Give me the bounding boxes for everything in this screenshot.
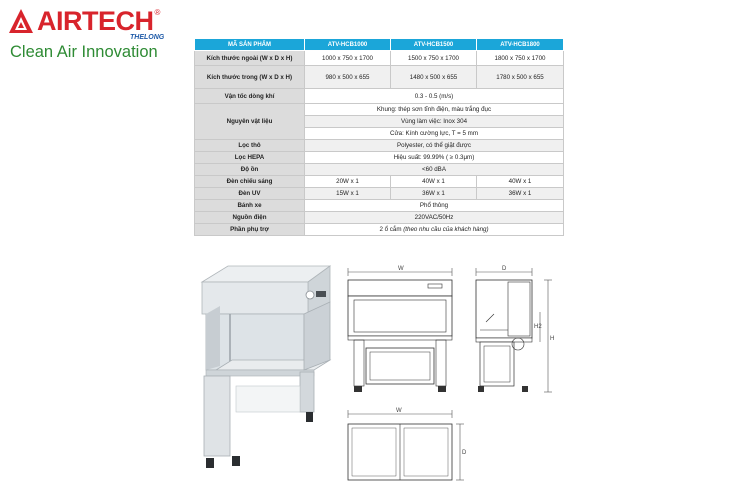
table-cell: Vùng làm việc: Inox 304 (305, 116, 564, 128)
table-row (195, 140, 564, 152)
row-label: Bánh xe (195, 200, 305, 212)
row-label: Lọc HEPA (195, 152, 305, 164)
row-label: Phần phụ trợ (195, 224, 305, 236)
row-label: Đèn chiếu sáng (195, 176, 305, 188)
side-h2-label: H2 (534, 324, 542, 330)
brand-logo (8, 8, 178, 64)
table-cell: 1800 x 750 x 1700 (477, 51, 564, 66)
table-cell: 0.3 - 0.5 (m/s) (305, 89, 564, 104)
table-row (195, 164, 564, 176)
side-view-drawing (468, 262, 558, 402)
table-cell: 220VAC/50Hz (305, 212, 564, 224)
spec-table (194, 38, 564, 236)
accessories-note: (theo nhu cầu của khách hàng) (403, 226, 489, 233)
table-cell: Phổ thông (305, 200, 564, 212)
table-row (195, 200, 564, 212)
table-row (195, 188, 564, 200)
table-cell: Khung: thép sơn tĩnh điện, màu trắng đục (305, 104, 564, 116)
table-cell: 15W x 1 (305, 188, 391, 200)
header-model: MÃ SẢN PHẨM (195, 39, 305, 51)
table-row (195, 89, 564, 104)
table-cell: Hiệu suất: 99.99% ( ≥ 0.3μm) (305, 152, 564, 164)
side-h-label: H (550, 336, 555, 342)
table-cell: <60 dBA (305, 164, 564, 176)
table-row (195, 212, 564, 224)
table-cell: 980 x 500 x 655 (305, 66, 391, 89)
top-width-label: W (396, 408, 402, 414)
row-label: Kích thước trong (W x D x H) (195, 66, 305, 89)
table-row (195, 176, 564, 188)
table-cell: 1780 x 500 x 655 (477, 66, 564, 89)
header-hcb1000: ATV-HCB1000 (305, 39, 391, 51)
front-width-label: W (398, 266, 404, 272)
table-cell: 40W x 1 (477, 176, 564, 188)
table-cell: 36W x 1 (477, 188, 564, 200)
table-row (195, 51, 564, 66)
brand-tagline: Clean Air Innovation (10, 43, 158, 61)
table-cell: 1500 x 750 x 1700 (391, 51, 477, 66)
brand-name: AIRTECH (37, 6, 154, 36)
table-cell: 20W x 1 (305, 176, 391, 188)
table-row (195, 104, 564, 116)
table-cell: 1480 x 500 x 655 (391, 66, 477, 89)
cabinet-photo (196, 262, 336, 472)
row-label: Vận tốc dòng khí (195, 89, 305, 104)
row-label: Nguồn điện (195, 212, 305, 224)
row-label: Độ ồn (195, 164, 305, 176)
table-row (195, 66, 564, 89)
table-cell: Polyester, có thể giặt được (305, 140, 564, 152)
airtech-logo-icon (8, 8, 34, 34)
sub-brand: THELONG (130, 34, 165, 41)
header-hcb1500: ATV-HCB1500 (391, 39, 477, 51)
table-cell: 1000 x 750 x 1700 (305, 51, 391, 66)
side-depth-label: D (502, 266, 507, 272)
table-row (195, 224, 564, 236)
registered-mark: ® (154, 7, 161, 17)
accessories-value: 2 ổ cắm (379, 226, 402, 233)
row-label: Đèn UV (195, 188, 305, 200)
row-label: Nguyên vật liệu (195, 104, 305, 140)
row-label: Kích thước ngoài (W x D x H) (195, 51, 305, 66)
table-cell: 40W x 1 (391, 176, 477, 188)
table-cell (305, 224, 564, 236)
top-depth-label: D (462, 450, 467, 456)
front-view-drawing (340, 262, 460, 402)
table-row (195, 152, 564, 164)
row-label: Lọc thô (195, 140, 305, 152)
table-cell: 36W x 1 (391, 188, 477, 200)
top-view-drawing (340, 404, 470, 494)
header-hcb1800: ATV-HCB1800 (477, 39, 564, 51)
table-header-row (195, 39, 564, 51)
table-cell: Cửa: Kính cường lực, T = 5 mm (305, 128, 564, 140)
